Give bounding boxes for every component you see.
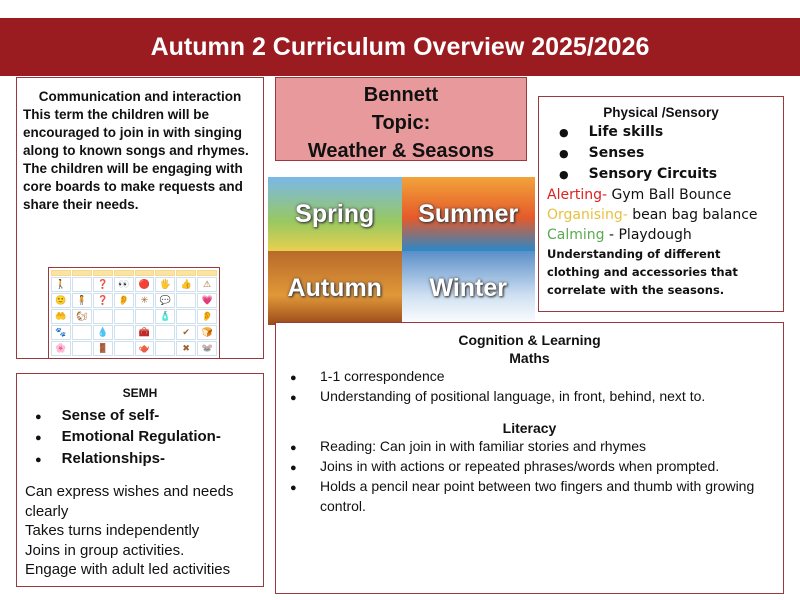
board-symbol-cell: 🖐 — [155, 277, 175, 292]
season-spring: Spring — [268, 177, 402, 251]
board-symbol-cell: 💬 — [155, 293, 175, 308]
semh-item: ● Sense of self- — [35, 406, 255, 428]
board-header-cell — [72, 270, 92, 276]
core-board — [48, 267, 220, 359]
board-symbol-cell — [72, 277, 92, 292]
circuit-label: Organising- — [547, 207, 628, 223]
board-symbol-cell: ✳ — [135, 293, 155, 308]
board-symbol-cell: 💧 — [93, 325, 113, 340]
board-symbol-cell: 🧰 — [135, 325, 155, 340]
board-header-cell — [176, 270, 196, 276]
board-symbol-cell: 🌸 — [51, 341, 71, 356]
board-symbol-cell: 🐾 — [51, 325, 71, 340]
season-autumn: Autumn — [268, 251, 402, 325]
seasons-image — [268, 177, 535, 325]
board-symbol-cell — [176, 293, 196, 308]
board-symbol-cell: 🙂 — [51, 293, 71, 308]
board-symbol-cell — [72, 325, 92, 340]
literacy-item: ● Holds a pencil near point between two fingers and thumb with growing control. — [290, 477, 773, 515]
physical-item: ● Life skills — [559, 122, 775, 143]
semh-box — [16, 373, 264, 587]
board-symbol-cell: ✔ — [176, 325, 196, 340]
circuit-alerting — [547, 185, 775, 205]
communication-body: This term the children will be encouraged to join in with singing along to known songs and rhymes. The children will be engaging with core boards to make requests and share their needs. — [23, 107, 249, 212]
physical-item: ● Senses — [559, 143, 775, 164]
board-symbol-cell — [114, 325, 134, 340]
board-symbol-cell — [114, 341, 134, 356]
topic-name: Weather & Seasons — [307, 140, 495, 162]
physical-item: ● Sensory Circuits — [559, 164, 775, 185]
board-symbol-cell: 👂 — [197, 309, 217, 324]
board-header-cell — [114, 270, 134, 276]
board-symbol-cell: 🔴 — [135, 277, 155, 292]
board-symbol-cell: 🫖 — [135, 341, 155, 356]
board-symbol-cell: 🧍 — [72, 293, 92, 308]
board-symbol-cell — [155, 341, 175, 356]
board-symbol-cell: 🤲 — [51, 309, 71, 324]
semh-item: ● Emotional Regulation- — [35, 427, 255, 449]
board-symbol-cell: 🐿 — [72, 309, 92, 324]
board-symbol-cell: 👀 — [114, 277, 134, 292]
physical-box — [538, 96, 784, 312]
season-winter: Winter — [402, 251, 536, 325]
student-name: Bennett — [363, 84, 439, 106]
communication-title: Communication and interaction — [38, 89, 242, 104]
board-header-cell — [155, 270, 175, 276]
literacy-title: Literacy — [502, 420, 557, 436]
circuit-organising — [547, 205, 775, 225]
board-symbol-cell — [176, 309, 196, 324]
circuit-activity: - Playdough — [604, 227, 692, 243]
literacy-item: ● Joins in with actions or repeated phrases/words when prompted. — [290, 457, 773, 477]
board-header-cell — [93, 270, 113, 276]
topic-box — [275, 77, 527, 161]
board-symbol-cell — [155, 325, 175, 340]
board-symbol-cell: ❓ — [93, 277, 113, 292]
board-symbol-cell — [135, 309, 155, 324]
maths-item: ● 1-1 correspondence — [290, 367, 773, 387]
semh-line: Takes turns independently — [25, 522, 200, 539]
physical-title: Physical /Sensory — [603, 105, 719, 120]
physical-note: Understanding of different clothing and accessories that correlate with the seasons. — [547, 247, 738, 297]
board-symbol-cell: 🍞 — [197, 325, 217, 340]
maths-item: ● Understanding of positional language, in front, behind, next to. — [290, 387, 773, 407]
circuit-label: Alerting- — [547, 187, 608, 203]
board-symbol-cell: 🚶 — [51, 277, 71, 292]
board-symbol-cell: ❓ — [93, 293, 113, 308]
circuit-activity: Gym Ball Bounce — [607, 187, 732, 203]
semh-title: SEMH — [122, 386, 158, 400]
board-symbol-cell: 🐭 — [197, 341, 217, 356]
board-symbol-cell: 🧴 — [155, 309, 175, 324]
circuit-activity: bean bag balance — [627, 207, 758, 223]
page-title: Autumn 2 Curriculum Overview 2025/2026 — [0, 18, 800, 76]
literacy-item: ● Reading: Can join in with familiar stories and rhymes — [290, 437, 773, 457]
season-summer: Summer — [402, 177, 536, 251]
semh-line: Engage with adult led activities — [25, 561, 231, 578]
board-header-cell — [51, 270, 71, 276]
semh-line: Can express wishes and needs clearly — [25, 483, 234, 520]
board-symbol-cell — [72, 341, 92, 356]
circuit-calming — [547, 225, 775, 245]
board-symbol-cell: 🚪 — [93, 341, 113, 356]
semh-line: Joins in group activities. — [25, 541, 185, 559]
board-header-cell — [197, 270, 217, 276]
board-symbol-cell — [93, 309, 113, 324]
semh-item: ● Relationships- — [35, 449, 255, 471]
circuit-label: Calming — [547, 227, 605, 243]
board-symbol-cell: 👍 — [176, 277, 196, 292]
topic-label: Topic: — [371, 112, 431, 134]
board-symbol-cell: ⚠ — [197, 277, 217, 292]
board-symbol-cell: ✖ — [176, 341, 196, 356]
board-symbol-cell: 👂 — [114, 293, 134, 308]
board-symbol-cell: 💗 — [197, 293, 217, 308]
board-symbol-cell — [114, 309, 134, 324]
board-header-cell — [135, 270, 155, 276]
maths-title: Maths — [509, 350, 550, 366]
cognition-box — [275, 322, 784, 594]
cognition-title: Cognition & Learning — [458, 332, 601, 348]
